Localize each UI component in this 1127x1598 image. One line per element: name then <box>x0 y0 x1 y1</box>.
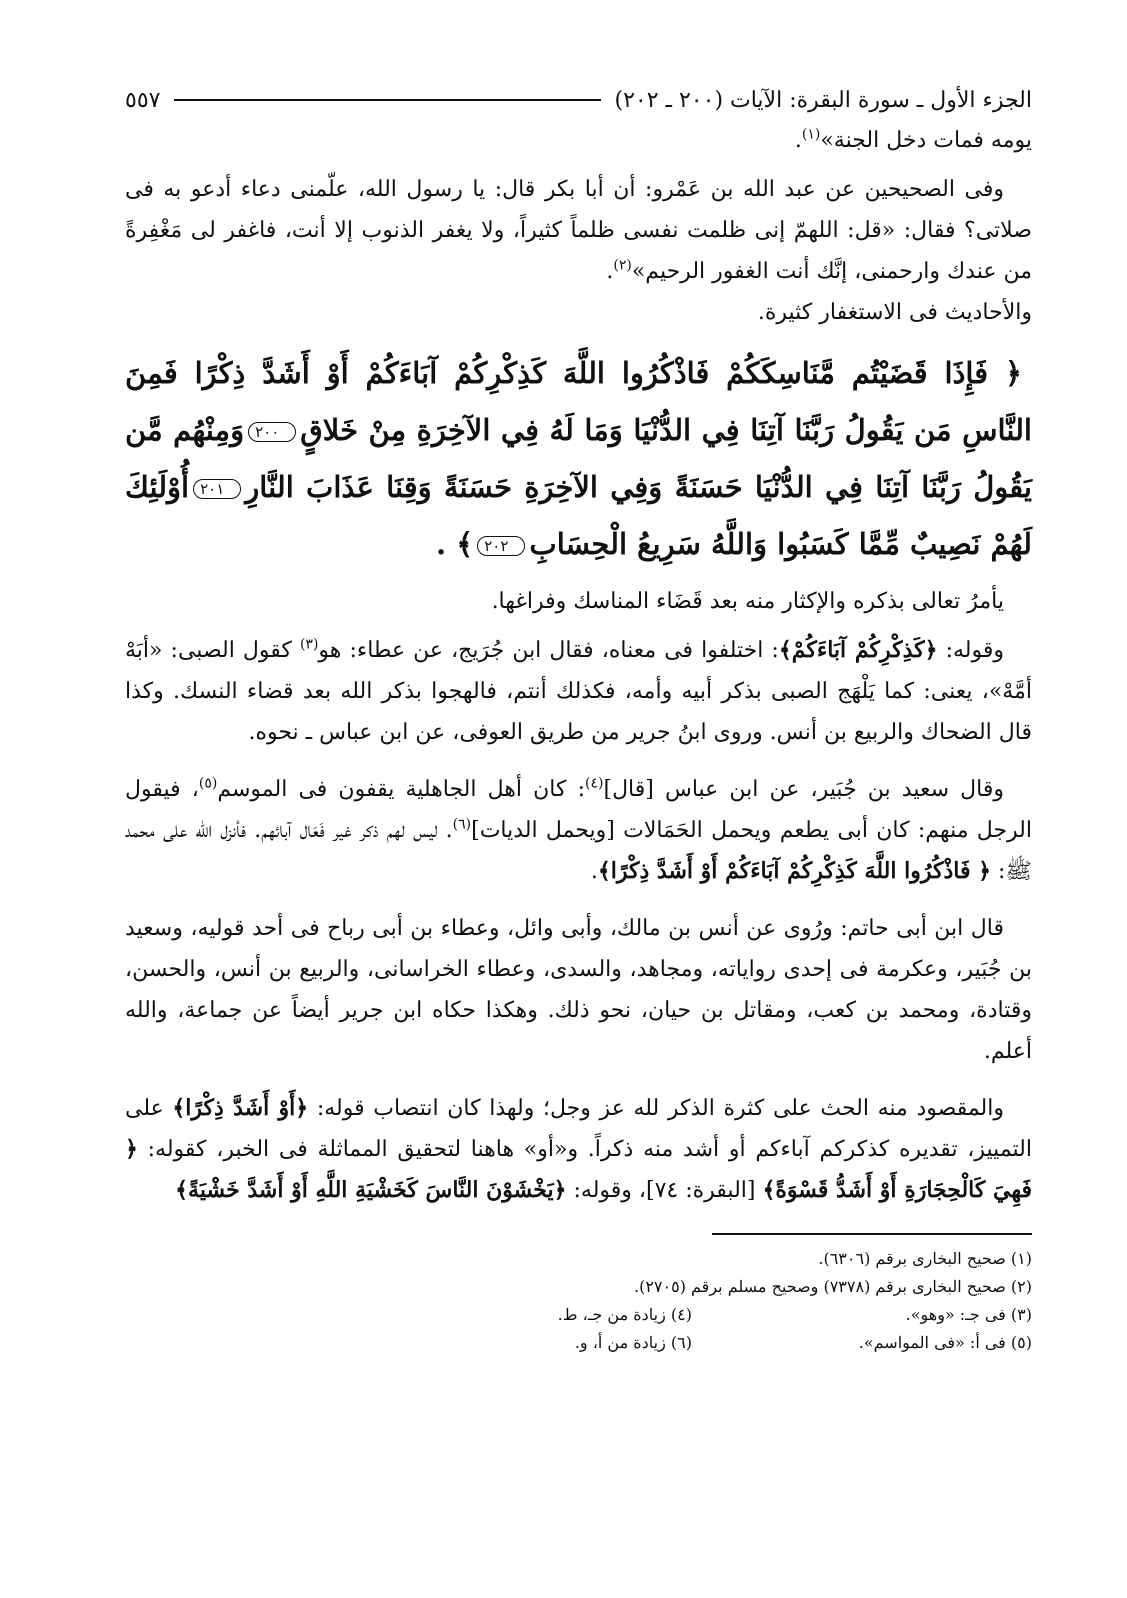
paragraph-8: والمقصود منه الحث على كثرة الذكر لله عز وجل؛ ولهذا كان انتصاب قوله: ﴿أَوْ أَشَدَّ ذِكْرًا﴾ على التمييز، تقديره كذكركم آباءكم أو أشد منه ذكراً. و«أو» هاهنا لتحقيق المماثلة فى الخبر، كقوله: ﴿ فَهِيَ كَالْحِجَارَةِ أَوْ أَشَدُّ قَسْوَةً﴾ [البقرة: ٧٤]، وقوله: ﴿يَخْشَوْنَ النَّاسَ كَخَشْيَةِ اللَّهِ أَوْ أَشَدَّ خَشْيَةً﴾ <box>125 1095 1032 1203</box>
footnote-ref-5: (٥) <box>198 775 218 792</box>
footnote-2: (٢) صحيح البخارى برقم (٧٣٧٨) وصحيح مسلم برقم (٢٧٠٥). <box>634 1277 1032 1296</box>
quran-quote: ﴿ فَاذْكُرُوا اللَّهَ كَذِكْرِكُمْ آبَاءَكُمْ أَوْ أَشَدَّ ذِكْرًا﴾ <box>597 858 992 884</box>
running-header <box>125 80 1032 120</box>
footnote-1: (١) صحيح البخارى برقم (٦٣٠٦). <box>818 1249 1032 1268</box>
paragraph-1-text: يومه فمات دخل الجنة» <box>820 128 1032 153</box>
footnote-ref-1: (١) <box>801 126 821 143</box>
paragraph-7: قال ابن أبى حاتم: ورُوى عن أنس بن مالك، وأبى وائل، وعطاء بن أبى رباح فى أحد قوليه، وسعيد بن جُبَير، وعكرمة فى إحدى رواياته، ومجاهد، والسدى، وعطاء الخراسانى، والربيع بن أنس، والحسن، وقتادة، ومحمد بن كعب، ومقاتل بن حيان، نحو ذلك. وهكذا حكاه ابن جرير أيضاً عن جماعة، والله أعلم. <box>125 916 1032 1064</box>
paragraph-2: وفى الصحيحين عن عبد الله بن عَمْرو: أن أبا بكر قال: يا رسول الله، علّمنى دعاء أدعو به فى صلاتى؟ فقال: «قل: اللهمّ إنى ظلمت نفسى ظلماً كثيراً، ولا يغفر الذنوب إلا أنت، فاغفر لى مَغْفِرةً من عندك وارحمنى، إنَّك أنت الغفور الرحيم»$^{(٢)}$. <box>125 177 1032 284</box>
quran-quote: ﴿ فَهِيَ كَالْحِجَارَةِ أَوْ أَشَدُّ قَسْوَةً﴾ <box>125 1136 1032 1203</box>
paragraph-1: يومه فمات دخل الجنة»$^{(١)}$. <box>794 126 1032 153</box>
ornate-bracket-close: ﴾ <box>456 527 474 561</box>
ayah-number-202: ٢٠٢ <box>477 536 525 556</box>
footnote-4: (٤) زيادة من جـ، ط. <box>557 1305 692 1324</box>
header-rule <box>174 99 600 101</box>
page <box>125 80 1032 1598</box>
ornate-bracket-open: ﴿ <box>1004 356 1022 390</box>
footnote-ref-3: (٣) <box>299 636 319 653</box>
quran-quote: ﴿يَخْشَوْنَ النَّاسَ كَخَشْيَةِ اللَّهِ أَوْ أَشَدَّ خَشْيَةً﴾ <box>175 1177 567 1203</box>
header-title: الجزء الأول ـ سورة البقرة: الآيات (٢٠٠ ـ ٢٠٢) <box>614 87 1032 113</box>
ayah-number-201: ٢٠١ <box>193 479 241 499</box>
quran-verse-202: أُوْلَئِكَ لَهُمْ نَصِيبٌ مِّمَّا كَسَبُوا وَاللَّهُ سَرِيعُ الْحِسَابِ <box>125 470 1032 561</box>
footnote-5: (٥) فى أ: «فى المواسم». <box>858 1333 1032 1352</box>
paragraph-4: يأمرُ تعالى بذكره والإكثار منه بعد قَضَاء المناسك وفراغها. <box>491 589 1004 614</box>
quran-quote: ﴿أَوْ أَشَدَّ ذِكْرًا﴾ <box>172 1095 309 1121</box>
footnote-6: (٦) زيادة من أ، و. <box>574 1333 692 1352</box>
paragraph-6: وقال سعيد بن جُبَير، عن ابن عباس [قال]$^{(٤)}$: كان أهل الجاهلية يقفون فى الموسم$^{(٥)}$، فيقول الرجل منهم: كان أبى يطعم ويحمل الحَمَالات [ويحمل الديات]$^{(٦)}$. ليس لهم ذكر غير فَعَال آبائهم. فأنزل الله على محمد ﷺ: ﴿ فَاذْكُرُوا اللَّهَ كَذِكْرِكُمْ آبَاءَكُمْ أَوْ أَشَدَّ ذِكْرًا﴾. <box>125 775 1032 884</box>
ayah-number-200: ٢٠٠ <box>248 422 296 442</box>
page-number: ٥٥٧ <box>125 87 161 113</box>
footnote-divider <box>712 1233 1032 1235</box>
quran-verses: ﴿ فَإِذَا قَضَيْتُم مَّنَاسِكَكُمْ فَاذْكُرُوا اللَّهَ كَذِكْرِكُمْ آبَاءَكُمْ أَوْ أَشَدَّ ذِكْرًا فَمِنَ النَّاسِ مَن يَقُولُ رَبَّنَا آتِنَا فِي الدُّنْيَا وَمَا لَهُ فِي الآخِرَةِ مِنْ خَلاقٍ٢٠٠وَمِنْهُم مَّن يَقُولُ رَبَّنَا آتِنَا فِي الدُّنْيَا حَسَنَةً وَفِي الآخِرَةِ حَسَنَةً وَقِنَا عَذَابَ النَّارِ٢٠١أُوْلَئِكَ لَهُمْ نَصِيبٌ مِّمَّا كَسَبُوا وَاللَّهُ سَرِيعُ الْحِسَابِ٢٠٢﴾ . <box>125 356 1032 561</box>
paragraph-3: والأحاديث فى الاستغفار كثيرة. <box>757 300 1032 325</box>
paragraph-5: وقوله: ﴿كَذِكْرِكُمْ آبَاءَكُمْ﴾: اختلفوا فى معناه، فقال ابن جُرَيج، عن عطاء: هو$^{(٣)}$ كقول الصبى: «أبَهْ أمَّهْ»، يعنى: كما يَلْهَج الصبى بذكر أبيه وأمه، فكذلك أنتم، فالهجوا بذكر الله بعد قضاء النسك. وكذا قال الضحاك والربيع بن أنس. وروى ابنُ جرير من طريق العوفى، عن ابن عباس ـ نحوه. <box>125 636 1032 745</box>
quran-verse-201: وَمِنْهُم مَّن يَقُولُ رَبَّنَا آتِنَا فِي الدُّنْيَا حَسَنَةً وَفِي الآخِرَةِ حَسَنَةً وَقِنَا عَذَابَ النَّارِ <box>125 413 1032 504</box>
quran-quote: ﴿كَذِكْرِكُمْ آبَاءَكُمْ﴾ <box>778 637 938 663</box>
quran-verse-200: فَإِذَا قَضَيْتُم مَّنَاسِكَكُمْ فَاذْكُرُوا اللَّهَ كَذِكْرِكُمْ آبَاءَكُمْ أَوْ أَشَدَّ ذِكْرًا فَمِنَ النَّاسِ مَن يَقُولُ رَبَّنَا آتِنَا فِي الدُّنْيَا وَمَا لَهُ فِي الآخِرَةِ مِنْ خَلاقٍ <box>125 356 1032 447</box>
footnote-ref-4: (٤) <box>585 775 604 792</box>
footnote-3: (٣) فى جـ: «وهو». <box>905 1305 1032 1324</box>
footnotes <box>125 1245 1032 1357</box>
footnote-ref-2: (٢) <box>613 257 632 274</box>
paragraph-2-text: وفى الصحيحين عن عبد الله بن عَمْرو: أن أبا بكر قال: يا رسول الله، علّمنى دعاء أدعو به فى صلاتى؟ فقال: «قل: اللهمّ إنى ظلمت نفسى ظلماً كثيراً، ولا يغفر الذنوب إلا أنت، فاغفر لى مَغْفِرةً من عندك وارحمنى، إنَّك أنت الغفور الرحيم» <box>125 177 1032 284</box>
footnote-ref-6: (٦) <box>452 816 472 833</box>
